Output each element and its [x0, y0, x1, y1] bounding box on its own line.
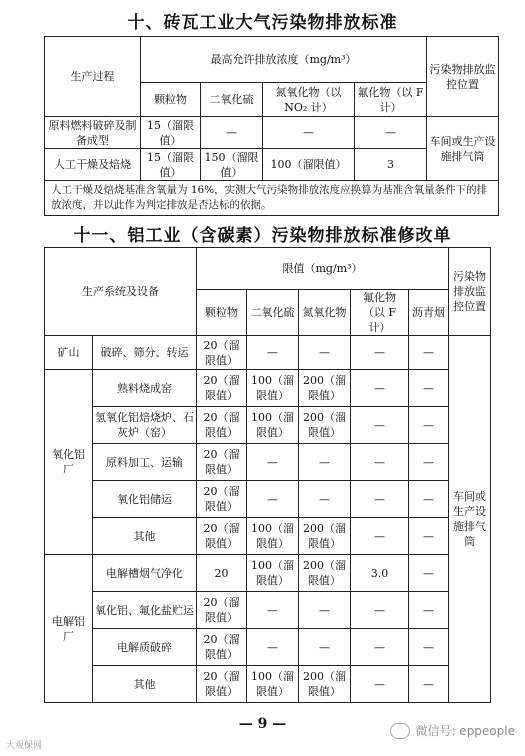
cell-fluoride: — [351, 407, 409, 444]
group-name: 矿山 [45, 336, 93, 370]
header-particulate: 颗粒物 [141, 83, 201, 117]
cell-fluoride: — [351, 592, 409, 629]
header-asphalt: 沥青烟 [409, 290, 449, 336]
cell-so2: — [247, 592, 299, 629]
table-row [45, 407, 491, 444]
cell-particulate: 20（溜限值） [197, 481, 247, 518]
cell-nox: 200（溜限值） [299, 555, 351, 592]
table-row [45, 518, 491, 555]
cell-particulate: 20（溜限值） [197, 444, 247, 481]
table-row [45, 666, 491, 703]
cell-asphalt: — [409, 555, 449, 592]
group-name: 电解铝厂 [45, 555, 93, 703]
cell-asphalt: — [409, 336, 449, 370]
cell-fluoride: — [351, 370, 409, 407]
row-particulate: 15（溜限值） [141, 117, 201, 149]
header-nox: 氮氧化物 [299, 290, 351, 336]
cell-particulate: 20（溜限值） [197, 629, 247, 666]
header-so2: 二氧化硫 [201, 83, 263, 117]
cell-equip: 氢氧化铝焙烧炉、石灰炉（窑） [93, 407, 197, 444]
cell-nox: — [299, 629, 351, 666]
cell-nox: 200（溜限值） [299, 407, 351, 444]
cell-nox: 200（溜限值） [299, 370, 351, 407]
group-name: 氧化铝厂 [45, 370, 93, 555]
cell-equip: 熟料烧成窑 [93, 370, 197, 407]
row-nox: 100（溜限值） [263, 149, 355, 181]
cell-so2: 100（溜限值） [247, 407, 299, 444]
cell-nox: — [299, 336, 351, 370]
cell-asphalt: — [409, 481, 449, 518]
cell-so2: 100（溜限值） [247, 370, 299, 407]
row-process: 人工干燥及焙烧 [45, 149, 141, 181]
table-row [45, 481, 491, 518]
page-number: — 9 — [238, 716, 287, 732]
cell-particulate: 20（溜限值） [197, 336, 247, 370]
cell-asphalt: — [409, 592, 449, 629]
cell-fluoride: — [351, 444, 409, 481]
cell-fluoride: — [351, 481, 409, 518]
cell-particulate: 20（溜限值） [197, 370, 247, 407]
cell-equip: 氧化铝储运 [93, 481, 197, 518]
cell-nox: — [299, 444, 351, 481]
table-row [45, 370, 491, 407]
cell-fluoride: 3.0 [351, 555, 409, 592]
cell-equip: 其他 [93, 666, 197, 703]
cell-particulate: 20（溜限值） [197, 666, 247, 703]
row-process: 原料燃料破碎及制备成型 [45, 117, 141, 149]
cell-asphalt: — [409, 666, 449, 703]
row-nox: — [263, 117, 355, 149]
cell-so2: — [247, 629, 299, 666]
section2-title: 十一、铝工业（含碳素）污染物排放标准修改单 [73, 226, 452, 246]
cell-so2: — [247, 336, 299, 370]
cell-nox: — [299, 481, 351, 518]
cell-nox: 200（溜限值） [299, 666, 351, 703]
cell-asphalt: — [409, 370, 449, 407]
watermark-right [390, 722, 515, 739]
header-nox: 氮氧化物（以 NO₂ 计） [263, 83, 355, 117]
cell-equip: 破碎、筛分、转运 [93, 336, 197, 370]
header-fluoride: 氟化物（以 F 计） [355, 83, 427, 117]
cell-particulate: 20（溜限值） [197, 518, 247, 555]
cell-nox: — [299, 592, 351, 629]
header-max-conc: 最高允许排放浓度（mg/m³） [141, 37, 427, 83]
row-particulate: 15（溜限值） [141, 149, 201, 181]
cell-particulate: 20（溜限值） [197, 592, 247, 629]
table-row [45, 444, 491, 481]
cell-asphalt: — [409, 629, 449, 666]
header-particulate: 颗粒物 [197, 290, 247, 336]
watermark-left: 大观保网 [6, 741, 43, 751]
section1-title: 十、砖瓦工业大气污染物排放标准 [127, 13, 398, 33]
table-row [45, 629, 491, 666]
cell-particulate: 20 [197, 555, 247, 592]
row-fluoride: — [355, 117, 427, 149]
cell-equip: 电解质破碎 [93, 629, 197, 666]
cell-asphalt: — [409, 407, 449, 444]
row-so2: 150（溜限值） [201, 149, 263, 181]
cell-nox: 200（溜限值） [299, 518, 351, 555]
cell-so2: 100（溜限值） [247, 555, 299, 592]
cell-fluoride: — [351, 666, 409, 703]
monitor-value: 车间或生产设施排气筒 [449, 336, 491, 703]
cell-particulate: 20（溜限值） [197, 407, 247, 444]
table-row [45, 555, 491, 592]
cell-equip: 其他 [93, 518, 197, 555]
cell-so2: — [247, 481, 299, 518]
cell-fluoride: — [351, 518, 409, 555]
wechat-icon [390, 723, 410, 739]
table-row [45, 336, 491, 370]
header-monitor: 污染物排放监控位置 [427, 37, 499, 117]
header-fluoride: 氟化物（以 F 计） [351, 290, 409, 336]
cell-so2: — [247, 444, 299, 481]
cell-so2: 100（溜限值） [247, 666, 299, 703]
row-so2: — [201, 117, 263, 149]
cell-equip: 氧化铝、氟化盐贮运 [93, 592, 197, 629]
cell-asphalt: — [409, 444, 449, 481]
header-process: 生产过程 [45, 37, 141, 117]
cell-fluoride: — [351, 629, 409, 666]
table-row [45, 592, 491, 629]
watermark-right-text: 微信号: eppeople [415, 724, 515, 738]
header-monitor: 污染物排放监控位置 [449, 248, 491, 336]
header-limit: 限值（mg/m³） [197, 248, 449, 290]
cell-so2: 100（溜限值） [247, 518, 299, 555]
aluminum-emission-table [44, 247, 491, 703]
cell-fluoride: — [351, 336, 409, 370]
cell-asphalt: — [409, 518, 449, 555]
table-note: 人工干燥及焙烧基准含氧量为 16%，实测大气污染物排放浓度应换算为基准含氧量条件下的排放浓度，并以此作为判定排放是否达标的依据。 [45, 181, 499, 216]
monitor-value: 车间或生产设施排气筒 [427, 117, 499, 181]
row-fluoride: 3 [355, 149, 427, 181]
brick-tile-emission-table [44, 36, 499, 216]
header-system: 生产系统及设备 [45, 248, 197, 336]
cell-equip: 电解槽烟气净化 [93, 555, 197, 592]
header-so2: 二氧化硫 [247, 290, 299, 336]
cell-equip: 原料加工、运输 [93, 444, 197, 481]
